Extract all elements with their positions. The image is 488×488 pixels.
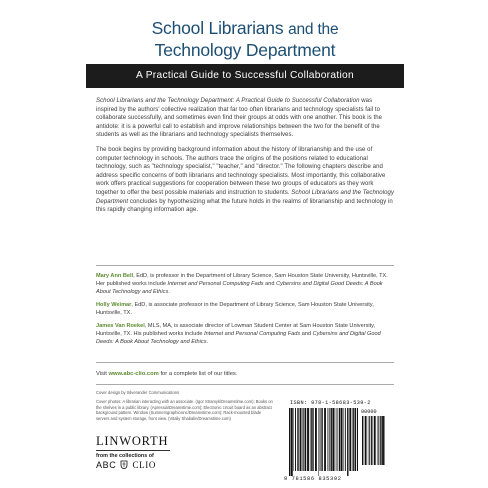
author-name: James Van Roekel: [96, 323, 145, 329]
author-name: Holly Weimar: [96, 302, 132, 308]
abc-clio-crest-icon: [120, 460, 128, 469]
author-bio: [96, 301, 394, 317]
barcode-bar: [341, 408, 343, 471]
from-collections-text: from the collections of: [96, 453, 154, 459]
isbn-label: ISBN: 978-1-58683-539-2: [290, 400, 371, 406]
linworth-logo: LINWORTH: [96, 434, 169, 448]
barcode-bar: [377, 416, 378, 465]
barcode-addon-bars: [361, 416, 387, 470]
barcode-bar: [374, 416, 376, 465]
author-bio: [96, 322, 394, 346]
barcode-bar: [293, 408, 294, 471]
barcode-bar: [337, 408, 338, 471]
publisher-url[interactable]: www.abc-clio.com: [108, 371, 159, 377]
barcode-bar: [357, 408, 358, 471]
barcode-bar: [382, 416, 384, 465]
author-bio-text: and: [263, 281, 277, 287]
author-name: Mary Ann Bell: [96, 273, 134, 279]
barcode-bar: [335, 408, 336, 471]
barcode-bar: [378, 416, 379, 465]
barcode-bar: [380, 416, 381, 465]
barcode-bar: [355, 408, 356, 471]
divider-bottom: [96, 384, 394, 385]
author-bio-text: .: [168, 289, 170, 295]
title-block: [86, 18, 404, 60]
abc-text: ABC: [96, 460, 117, 470]
barcode-bar: [302, 408, 303, 471]
description-paragraph-2: [96, 146, 394, 215]
barcode-bar: [295, 408, 296, 471]
barcode-bar: [353, 408, 354, 471]
barcode-bar: [352, 408, 353, 471]
barcode-bar: [369, 416, 370, 465]
author-work-title: Cybersins and Digital Good Deeds: A Book About Technology and Ethics: [96, 331, 381, 345]
divider-top: [96, 265, 394, 266]
barcode-bar: [365, 416, 367, 465]
barcode-bar: [321, 408, 322, 471]
barcode-bar: [307, 408, 309, 471]
abc-clio-logo: [96, 460, 226, 471]
barcode-bar: [362, 416, 363, 465]
barcode-bar: [324, 408, 326, 471]
author-bios: [96, 272, 394, 351]
barcode-bar: [318, 408, 319, 476]
barcode-digits: 9 781586 835392: [284, 476, 342, 482]
barcode-bar: [311, 408, 312, 471]
cover-credits: [96, 390, 274, 425]
barcode-bar: [315, 408, 317, 471]
barcode-bar: [371, 416, 372, 465]
description-title-1: School Librarians and the Technology Department: A Practical Guide to Successful Collaboration: [96, 98, 360, 104]
barcode-bar: [303, 408, 304, 471]
barcode-bar: [384, 416, 385, 465]
barcode-bar: [343, 408, 344, 471]
author-work-title: Cybersins and Digital Good Deeds: A Book About Technology and Ethics: [96, 281, 383, 295]
author-work-title: Internet and Personal Computing Fads: [167, 281, 264, 287]
visit-suffix: for a complete list of our titles.: [158, 371, 238, 377]
barcode-bar: [305, 408, 306, 471]
description: [96, 97, 394, 221]
barcode-bar: [327, 408, 328, 471]
barcode-bar: [291, 408, 293, 476]
author-bio-text: , EdD, is associate professor in the Department of Library Science, Sam Houston State University, Huntsville, TX.: [96, 302, 374, 316]
barcode-bar: [297, 408, 298, 471]
subtitle-bar: [86, 64, 404, 88]
barcode-bar: [332, 408, 334, 471]
title-line-2: Technology Department: [154, 40, 336, 60]
barcode-bar: [329, 408, 330, 471]
barcode-bar: [320, 408, 321, 471]
description-text-2-end: concludes by hypothesizing what the future holds in the realms of librarianship and technology in this rapidly changing information age.: [96, 198, 393, 214]
barcode-bar: [310, 408, 311, 471]
author-bio-text: , MLS, MA, is associate director of Lowman Student Center at Sam Houston State University, Huntsville, TX. His published works include: [96, 323, 376, 337]
description-paragraph-1: [96, 97, 394, 140]
barcode-bar: [331, 408, 332, 471]
barcode-bar: [312, 408, 313, 471]
barcode-bar: [289, 408, 290, 476]
barcode-bar: [349, 408, 351, 471]
photo-credits: Cover photos: A librarian interacting with an associate. (Igor Stramyk/Dreamstime.com); Books on the shelves in a public library. (Apressia/Dreamstime.com); Electronic circuit board as an abstract background pattern. Window (Sumnersgraphicsinc/Dreamstime.com); Rack-mounted blade servers and system storage, front view. (Vitaliy Shabalin/Dreamstime.com): [96, 398, 273, 422]
isbn-barcode: [282, 400, 394, 486]
barcode-bars: [288, 408, 358, 476]
divider-middle: [96, 362, 394, 363]
visit-prefix: Visit: [96, 371, 109, 377]
design-credit: Cover design by Silverander Communications: [96, 390, 180, 395]
author-bio-text: .: [206, 339, 209, 345]
barcode-bar: [347, 408, 348, 476]
publisher-divider: [96, 450, 170, 451]
author-bio-text: and: [300, 331, 313, 337]
description-title-2: School Librarians and the Technology Department: [96, 189, 395, 205]
barcode-bar: [345, 408, 346, 471]
clio-text: CLIO: [132, 460, 156, 470]
publisher-block: [96, 435, 226, 479]
author-work-title: Internet and Personal Computing Fads: [204, 331, 301, 337]
author-bio-text: , EdD, is professor in the Department of Library Science, Sam Houston State University, Huntsville, TX. Her published works include: [96, 273, 388, 287]
description-text-2: The book begins by providing background information about the history of librarianship and the use of computer technology in schools. The authors trace the origins of the positions related to educational technology, such as "technology specialist," "teacher," and "director." The following chapters describe and address specific concerns of both librarians and technology specialists. Most importantly, this collaborative work offers practical suggestions for cooperation between these two groups of educators as they work together to offer the best possible materials and instruction to students.: [96, 146, 386, 196]
description-text-1: was inspired by the authors' collective realization that far too often librarians and technology specialists fail to collaborate successfully, and sometimes even find their groups at odds with one another. This book is the antidote: it is a powerful call to establish and improve relationships between the two for the benefit of the students as well as the librarians and technology specialists themselves.: [96, 98, 383, 139]
title-line-1: [86, 18, 404, 40]
visit-line: [96, 370, 394, 378]
book-back-cover: [86, 0, 404, 488]
barcode-bar: [339, 408, 340, 471]
subtitle-text: A Practical Guide to Successful Collaboration: [136, 70, 354, 81]
barcode-bar: [368, 416, 369, 465]
title-main-1: School Librarians: [151, 18, 284, 38]
price-code: 90000: [361, 409, 377, 415]
title-connector: and the: [288, 21, 339, 38]
author-bio: [96, 272, 394, 296]
barcode-bar: [300, 408, 302, 471]
